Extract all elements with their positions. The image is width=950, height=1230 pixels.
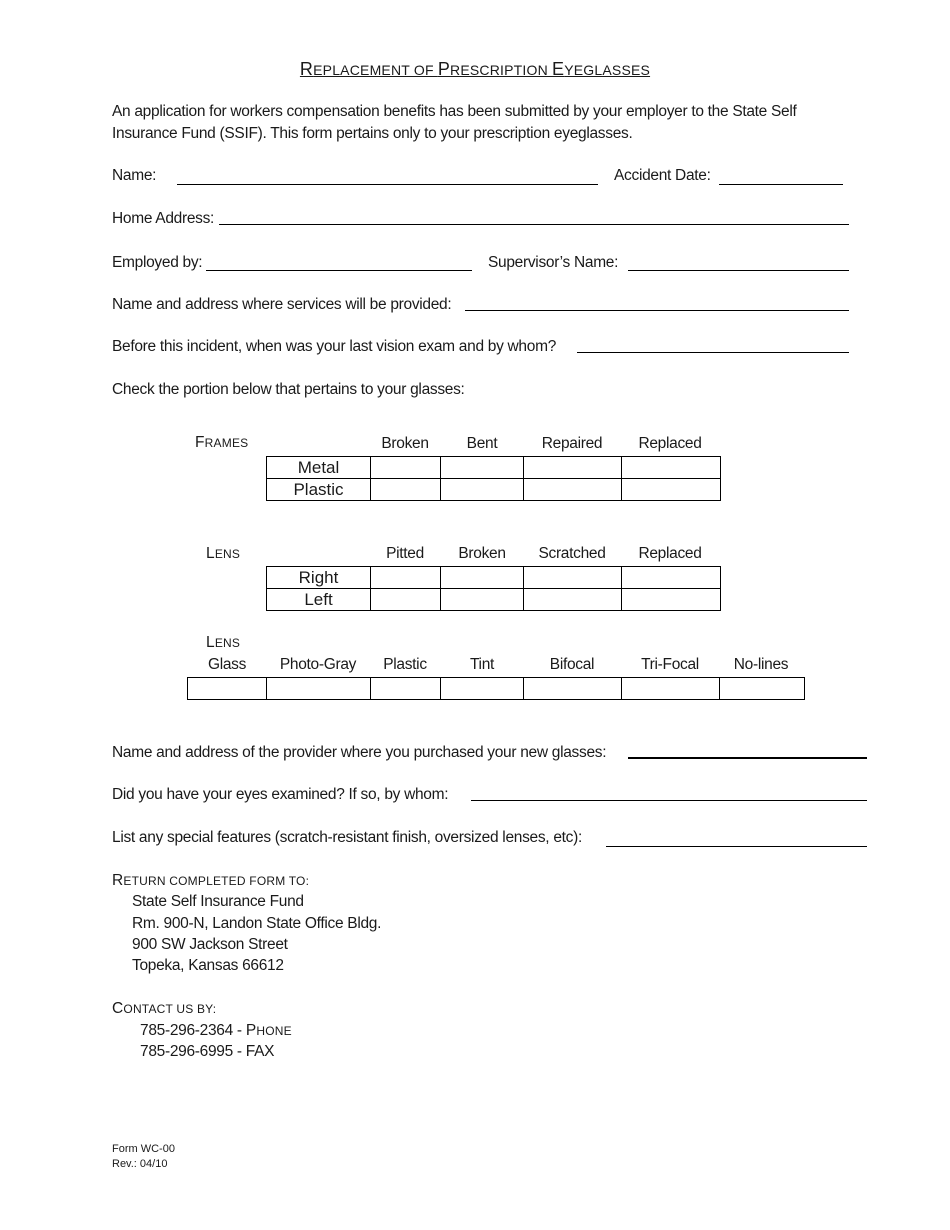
- checkbox-left-scratched[interactable]: [524, 589, 622, 611]
- supervisor-label: Supervisor’s Name:: [488, 254, 619, 271]
- return-address-line: Rm. 900-N, Landon State Office Bldg.: [132, 915, 382, 932]
- table-row: [267, 589, 721, 611]
- lens-table: [266, 566, 721, 611]
- checkbox-plastic-replaced[interactable]: [622, 479, 721, 501]
- features-label: List any special features (scratch-resistant finish, oversized lenses, etc):: [112, 829, 582, 846]
- lens-col-scratched: Scratched: [538, 545, 606, 562]
- checkbox-photo-gray[interactable]: [267, 678, 371, 700]
- lens-type-col-tri-focal: Tri-Focal: [641, 656, 699, 673]
- examined-field[interactable]: [471, 800, 867, 801]
- checkbox-tri-focal[interactable]: [622, 678, 720, 700]
- lens-type-col-plastic: Plastic: [383, 656, 427, 673]
- last-exam-label: Before this incident, when was your last vision exam and by whom?: [112, 338, 557, 355]
- service-address-field[interactable]: [465, 310, 849, 311]
- checkbox-left-broken[interactable]: [441, 589, 524, 611]
- lens-label: LENS: [206, 545, 241, 562]
- frames-label: FRAMES: [195, 434, 249, 451]
- supervisor-field[interactable]: [628, 270, 849, 271]
- frames-col-repaired: Repaired: [541, 435, 603, 452]
- check-portion-label: Check the portion below that pertains to your glasses:: [112, 381, 465, 398]
- checkbox-right-replaced[interactable]: [622, 567, 721, 589]
- home-address-field[interactable]: [219, 224, 849, 225]
- frames-row-metal: Metal: [267, 457, 371, 479]
- return-address-line: State Self Insurance Fund: [132, 893, 304, 910]
- name-label: Name:: [112, 167, 157, 184]
- home-address-label: Home Address:: [112, 210, 215, 227]
- service-address-label: Name and address where services will be provided:: [112, 296, 452, 313]
- lens-type-col-no-lines: No-lines: [733, 656, 789, 673]
- frames-col-replaced: Replaced: [638, 435, 702, 452]
- lens-type-col-tint: Tint: [469, 656, 495, 673]
- contact-phone: 785-296-2364 - PHONE: [140, 1022, 292, 1039]
- contact-fax: 785-296-6995 - FAX: [140, 1043, 275, 1060]
- provider-label: Name and address of the provider where you purchased your new glasses:: [112, 744, 607, 761]
- intro-line-2: Insurance Fund (SSIF). This form pertains only to your prescription eyeglasses.: [112, 125, 633, 142]
- lens-row-left: Left: [267, 589, 371, 611]
- lens-type-label: LENS: [206, 634, 241, 651]
- return-address-line: Topeka, Kansas 66612: [132, 957, 284, 974]
- checkbox-metal-bent[interactable]: [441, 457, 524, 479]
- page-title: REPLACEMENT OF PRESCRIPTION EYEGLASSES: [299, 59, 651, 79]
- checkbox-glass[interactable]: [188, 678, 267, 700]
- checkbox-no-lines[interactable]: [720, 678, 805, 700]
- return-address-line: 900 SW Jackson Street: [132, 936, 288, 953]
- checkbox-right-pitted[interactable]: [371, 567, 441, 589]
- table-row: [188, 678, 805, 700]
- table-row: [267, 567, 721, 589]
- form-revision: Rev.: 04/10: [112, 1158, 168, 1170]
- lens-type-col-glass: Glass: [207, 656, 247, 673]
- lens-type-table: [187, 677, 805, 700]
- checkbox-plastic-broken[interactable]: [371, 479, 441, 501]
- frames-col-bent: Bent: [466, 435, 498, 452]
- accident-date-label: Accident Date:: [614, 167, 711, 184]
- checkbox-plastic-repaired[interactable]: [524, 479, 622, 501]
- return-to-heading: RETURN COMPLETED FORM TO:: [112, 872, 310, 889]
- contact-heading: CONTACT US BY:: [112, 1000, 217, 1017]
- employed-by-field[interactable]: [206, 270, 472, 271]
- frames-col-broken: Broken: [381, 435, 429, 452]
- form-number: Form WC-00: [112, 1143, 175, 1155]
- frames-table: [266, 456, 721, 501]
- checkbox-plastic-lens[interactable]: [371, 678, 441, 700]
- lens-col-broken: Broken: [458, 545, 506, 562]
- checkbox-metal-broken[interactable]: [371, 457, 441, 479]
- checkbox-left-pitted[interactable]: [371, 589, 441, 611]
- checkbox-bifocal[interactable]: [524, 678, 622, 700]
- checkbox-right-scratched[interactable]: [524, 567, 622, 589]
- name-field[interactable]: [177, 184, 598, 185]
- checkbox-metal-replaced[interactable]: [622, 457, 721, 479]
- lens-col-pitted: Pitted: [386, 545, 424, 562]
- checkbox-right-broken[interactable]: [441, 567, 524, 589]
- lens-type-col-bifocal: Bifocal: [549, 656, 595, 673]
- frames-row-plastic: Plastic: [267, 479, 371, 501]
- lens-col-replaced: Replaced: [638, 545, 702, 562]
- accident-date-field[interactable]: [719, 184, 843, 185]
- employed-by-label: Employed by:: [112, 254, 203, 271]
- examined-label: Did you have your eyes examined? If so, by whom:: [112, 786, 449, 803]
- last-exam-field[interactable]: [577, 352, 849, 353]
- checkbox-plastic-bent[interactable]: [441, 479, 524, 501]
- table-row: [267, 457, 721, 479]
- table-row: [267, 479, 721, 501]
- provider-field[interactable]: [628, 757, 867, 759]
- lens-type-col-photo-gray: Photo-Gray: [279, 656, 357, 673]
- checkbox-left-replaced[interactable]: [622, 589, 721, 611]
- checkbox-metal-repaired[interactable]: [524, 457, 622, 479]
- checkbox-tint[interactable]: [441, 678, 524, 700]
- intro-line-1: An application for workers compensation benefits has been submitted by your employer to the State Self: [112, 103, 797, 120]
- features-field[interactable]: [606, 846, 867, 847]
- lens-row-right: Right: [267, 567, 371, 589]
